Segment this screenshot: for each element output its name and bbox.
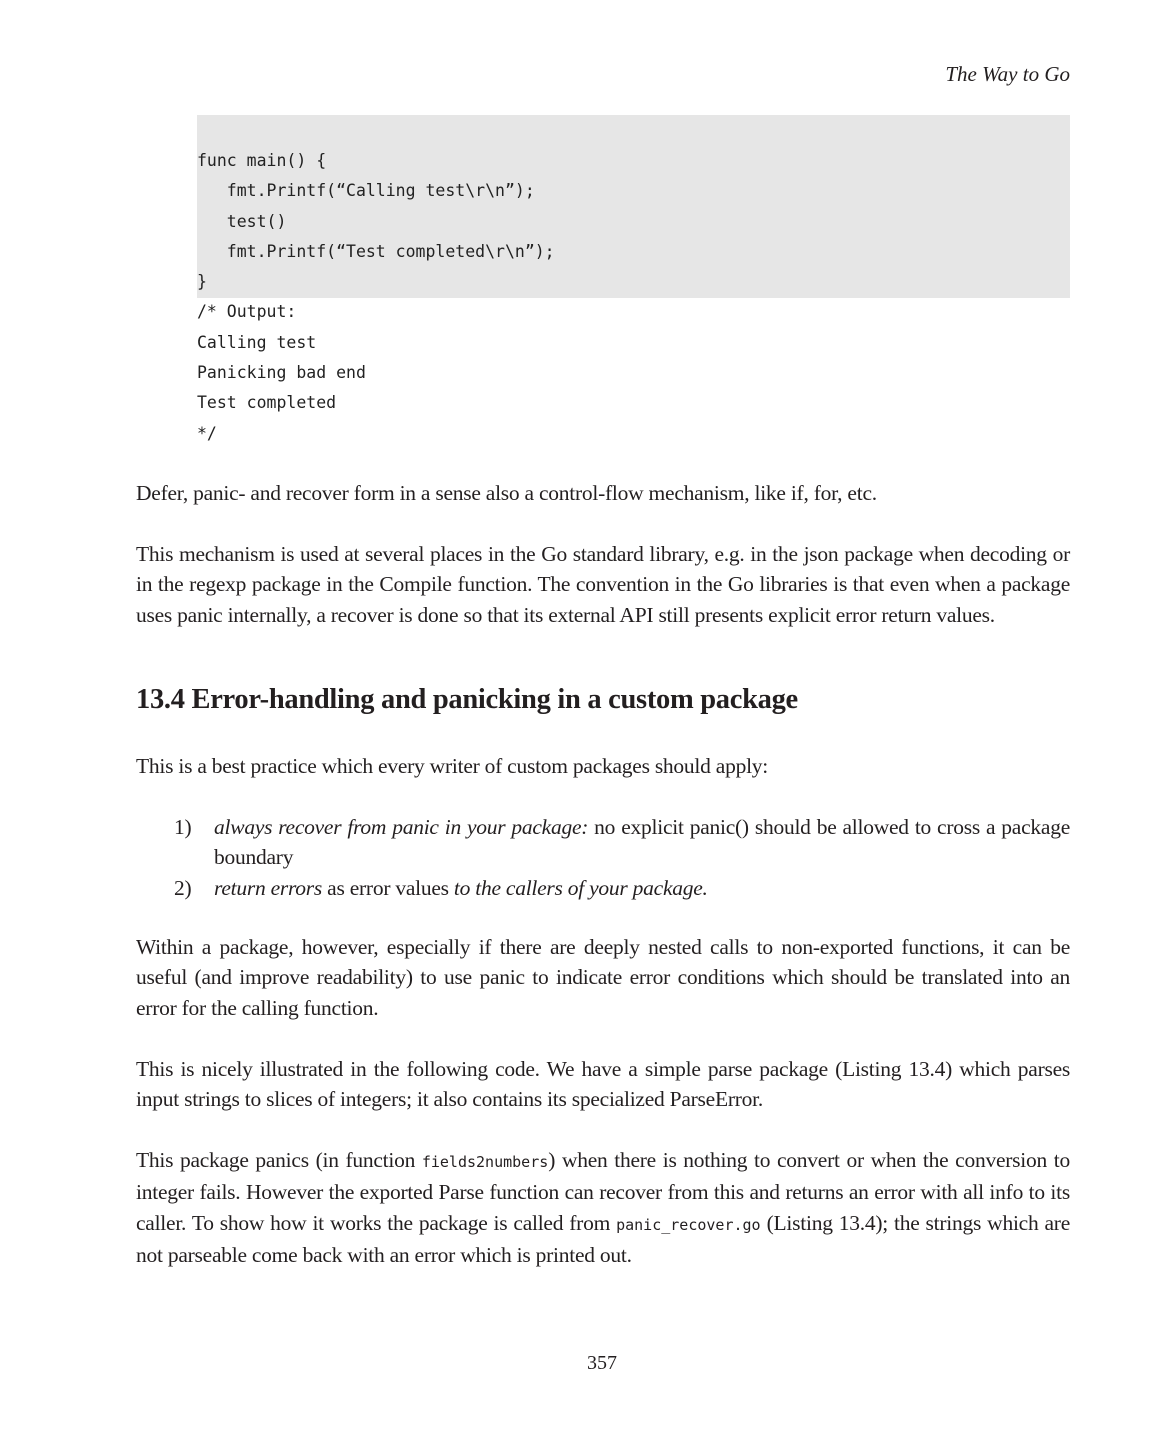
output-line: */ xyxy=(197,423,217,443)
paragraph-within-package: Within a package, however, especially if there are deeply nested calls to non-exported functions, it can be useful (and improve readability) to use panic to indicate error conditions which should be translated into an error for the calling function. xyxy=(136,935,1070,1020)
paragraph-standard-library: This mechanism is used at several places in the Go standard library, e.g. in the json package when decoding or in the regexp package in the Compile function. The convention in the Go libraries is that even when a package uses panic internally, a recover is done so that its external API still presents explicit error return values. xyxy=(136,542,1070,627)
list-number: 2) xyxy=(174,875,192,900)
paragraph-illustration: This is nicely illustrated in the following code. We have a simple parse package (Listing 13.4) which parses input strings to slices of integers; it also contains its specialized ParseError. xyxy=(136,1057,1070,1112)
list-item xyxy=(174,812,1070,873)
page-number: 357 xyxy=(587,1352,617,1374)
list-item xyxy=(174,873,1070,903)
code-line: fmt.Printf(“Calling test\r\n”); xyxy=(197,181,535,201)
code-line: fmt.Printf(“Test completed\r\n”); xyxy=(197,241,555,261)
list-text: no explicit panic() should be allowed to cross a package boundary xyxy=(214,815,1070,870)
code-block xyxy=(197,146,555,449)
code-line: test() xyxy=(197,211,287,231)
list-emphasis: always recover from panic in your package: xyxy=(214,815,589,839)
output-line: Panicking bad end xyxy=(197,363,366,383)
running-header: The Way to Go xyxy=(945,62,1070,86)
output-line: Calling test xyxy=(197,332,317,352)
code-line: func main() { xyxy=(197,151,327,170)
output-line: Test completed xyxy=(197,393,337,413)
paragraph-best-practice-intro: This is a best practice which every writer of custom packages should apply: xyxy=(136,754,769,778)
best-practice-list xyxy=(174,812,1070,903)
paragraph-control-flow: Defer, panic- and recover form in a sense also a control-flow mechanism, like if, for, etc. xyxy=(136,481,877,505)
list-emphasis: to the callers of your package. xyxy=(453,875,708,900)
list-number: 1) xyxy=(174,815,192,839)
list-emphasis: return errors xyxy=(214,875,323,900)
section-heading: 13.4 Error-handling and panicking in a custom package xyxy=(136,684,798,715)
inline-code: panic_recover.go xyxy=(616,1215,761,1234)
code-line: } xyxy=(197,272,207,292)
inline-code: fields2numbers xyxy=(421,1153,549,1171)
list-text: as error values xyxy=(322,875,454,900)
paragraph-package-panics: This package panics (in function fields2numbers) when there is nothing to convert or when the conversion to integer fails. However the exported Parse function can recover from this and returns an error with all info to its caller. To show how it works the package is called from panic_recover.go (Listing 13.4); the strings which are not parseable come back with an error which is printed out. xyxy=(136,1148,1070,1267)
output-line: /* Output: xyxy=(197,302,297,322)
